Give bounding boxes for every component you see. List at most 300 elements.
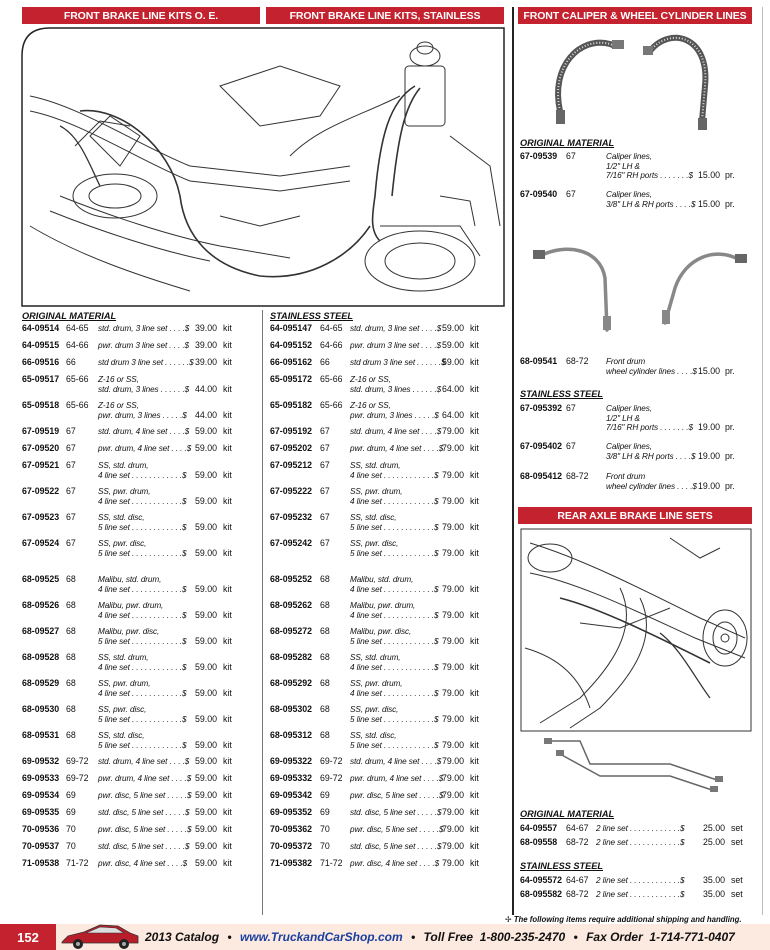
col2-heading: STAINLESS STEEL xyxy=(270,311,354,321)
description-line-2: 4 line set . . . . . . . . . . . .$ xyxy=(98,662,187,672)
description xyxy=(350,444,444,454)
part-number: 68-095312 xyxy=(270,730,313,740)
unit: kit xyxy=(223,323,232,333)
description-line-1: Malibu, std. drum, xyxy=(98,575,162,584)
description-line-2: 5 line set . . . . . . . . . . . .$ xyxy=(350,740,439,750)
price: 59.00 xyxy=(441,357,464,367)
description xyxy=(350,575,440,594)
description-line-2: 4 line set . . . . . . . . . . . .$ xyxy=(350,496,439,506)
price: 79.00 xyxy=(441,495,464,506)
unit: kit xyxy=(470,323,479,333)
price: 44.00 xyxy=(194,383,217,394)
description xyxy=(606,152,696,181)
description-line-2: 4 line set . . . . . . . . . . . .$ xyxy=(350,584,439,594)
description xyxy=(98,487,193,506)
unit: kit xyxy=(223,635,232,646)
unit: kit xyxy=(223,773,232,783)
year-range: 70 xyxy=(66,841,76,851)
unit: kit xyxy=(223,547,232,558)
car-icon xyxy=(60,922,140,950)
description-line-2: 5 line set . . . . . . . . . . . .$ xyxy=(98,714,187,724)
year-range: 66 xyxy=(320,357,330,367)
description-line-1: pwr. disc, 5 line set . . . . .$ xyxy=(350,791,444,800)
description-line-2: 5 line set . . . . . . . . . . . .$ xyxy=(350,522,439,532)
description: 2 line set . . . . . . . . . . . .$ xyxy=(596,838,685,847)
part-number: 69-095332 xyxy=(270,773,313,783)
table-row xyxy=(22,627,237,646)
year-range: 67 xyxy=(320,443,330,453)
description-line-1: Front drum xyxy=(606,472,646,481)
year-range: 66 xyxy=(66,357,76,367)
part-number: 70-095372 xyxy=(270,841,313,851)
description xyxy=(98,358,193,368)
part-number: 67-095212 xyxy=(270,460,313,470)
page-number: 152 xyxy=(17,929,39,945)
description xyxy=(98,791,193,801)
description-line-2: 5 line set . . . . . . . . . . . .$ xyxy=(350,636,439,646)
description-line-1: std. disc, 5 line set . . . . .$ xyxy=(350,842,442,851)
description-line-1: SS, std. disc, xyxy=(350,731,397,740)
unit: kit xyxy=(223,713,232,724)
description-line-1: pwr. disc, 4 line set . . . .$ xyxy=(350,859,440,868)
price: 59.00 xyxy=(194,739,217,750)
part-number: 65-095182 xyxy=(270,400,313,410)
footer-fax: Fax Order 1-714-771-0407 xyxy=(586,930,735,944)
part-number: 68-09531 xyxy=(22,730,60,740)
part-number: 67-095222 xyxy=(270,486,313,496)
description-line-2: wheel cylinder lines . . . .$ xyxy=(606,366,697,376)
description-line-1: Z-16 or SS, xyxy=(350,401,391,410)
price: 59.00 xyxy=(194,687,217,698)
description-line-1: pwr. drum, 4 line set . . . .$ xyxy=(98,444,192,453)
description xyxy=(98,575,193,594)
price: 59.00 xyxy=(194,824,217,834)
description-line-2: 4 line set . . . . . . . . . . . .$ xyxy=(98,584,187,594)
footer-website-link[interactable]: www.TruckandCarShop.com xyxy=(239,930,403,944)
description-line-1: std. drum, 4 line set . . . .$ xyxy=(98,427,190,436)
year-range: 67 xyxy=(66,460,76,470)
part-number: 68-09541 xyxy=(520,356,558,366)
description xyxy=(350,791,444,801)
table-row xyxy=(270,487,484,506)
description xyxy=(98,444,193,454)
year-range: 68-72 xyxy=(566,356,589,366)
unit: pr. xyxy=(725,450,735,461)
description xyxy=(98,627,193,646)
footer-catalog: 2013 Catalog xyxy=(145,930,220,944)
unit: kit xyxy=(470,409,479,420)
description-line-1: std. drum, 3 line set . . . .$ xyxy=(98,324,190,333)
table-row xyxy=(270,461,484,480)
banner-caliper-lines: FRONT CALIPER & WHEEL CYLINDER LINES xyxy=(518,7,752,24)
year-range: 65-66 xyxy=(66,374,89,384)
description-line-1: std. disc, 5 line set . . . . .$ xyxy=(98,842,190,851)
description-line-1: std drum 3 line set . . . . . .$ xyxy=(98,358,194,367)
table-row xyxy=(270,774,484,784)
table-row xyxy=(270,705,484,724)
description xyxy=(606,357,696,376)
rear-ss-heading: STAINLESS STEEL xyxy=(520,861,604,871)
column-divider xyxy=(512,7,514,915)
footer-bullet-2: • xyxy=(410,930,416,944)
table-row xyxy=(22,757,237,767)
price: 79.00 xyxy=(441,635,464,646)
unit: kit xyxy=(470,357,479,367)
description-line-1: SS, pwr. drum, xyxy=(350,487,403,496)
banner-front-stainless: FRONT BRAKE LINE KITS, STAINLESS xyxy=(266,7,504,24)
description xyxy=(98,653,193,672)
unit: kit xyxy=(470,426,479,436)
price: 64.00 xyxy=(441,383,464,394)
price: 59.00 xyxy=(194,713,217,724)
unit: kit xyxy=(470,773,479,783)
wheel-cylinder-lines-drawing xyxy=(525,238,755,336)
price: 59.00 xyxy=(194,790,217,800)
description-line-1: Malibu, pwr. disc, xyxy=(98,627,160,636)
footer-contact xyxy=(145,930,735,944)
year-range: 69-72 xyxy=(320,773,343,783)
price: 79.00 xyxy=(441,713,464,724)
banner-front-oe: FRONT BRAKE LINE KITS O. E. xyxy=(22,7,260,24)
description xyxy=(350,539,440,558)
price: 59.00 xyxy=(194,583,217,594)
year-range: 68 xyxy=(66,626,76,636)
part-number: 70-09536 xyxy=(22,824,60,834)
page-number-tab xyxy=(0,924,56,950)
price: 19.00 xyxy=(697,422,720,432)
part-number: 64-09557 xyxy=(520,823,558,833)
part-number: 68-095282 xyxy=(270,652,313,662)
description-line-1: std. disc, 5 line set . . . . .$ xyxy=(350,808,442,817)
description xyxy=(350,461,440,480)
table-row xyxy=(22,825,237,835)
description-line-2: pwr. drum, 3 lines . . . . .$ xyxy=(98,410,187,420)
table-row xyxy=(520,890,749,900)
caliper-orig-heading: ORIGINAL MATERIAL xyxy=(520,138,615,148)
year-range: 69-72 xyxy=(320,756,343,766)
table-row xyxy=(22,375,237,394)
year-range: 64-66 xyxy=(320,340,343,350)
part-number: 64-095147 xyxy=(270,323,313,333)
price: 79.00 xyxy=(441,469,464,480)
part-number: 64-09514 xyxy=(22,323,60,333)
description-line-2: 4 line set . . . . . . . . . . . .$ xyxy=(350,610,439,620)
table-row xyxy=(270,757,484,767)
unit: kit xyxy=(223,583,232,594)
description xyxy=(98,601,193,620)
description-line-1: SS, pwr. drum, xyxy=(350,679,403,688)
table-row xyxy=(22,324,237,334)
part-number: 68-09525 xyxy=(22,574,60,584)
year-range: 67 xyxy=(566,403,576,413)
description-line-1: SS, std. drum, xyxy=(98,461,149,470)
description xyxy=(350,341,440,351)
unit: kit xyxy=(223,807,232,817)
part-number: 67-09519 xyxy=(22,426,60,436)
description-line-1: Caliper lines, xyxy=(606,404,652,413)
table-row xyxy=(520,190,742,209)
unit: kit xyxy=(470,443,479,453)
price: 59.00 xyxy=(441,323,464,333)
description-line-1: Z-16 or SS, xyxy=(350,375,391,384)
unit: kit xyxy=(470,583,479,594)
description-line-1: pwr. drum 3 line set . . . .$ xyxy=(350,341,441,350)
description xyxy=(350,358,446,368)
footer-bullet-3: • xyxy=(573,930,578,944)
description xyxy=(98,731,193,750)
unit: kit xyxy=(470,841,479,851)
price: 15.00 xyxy=(697,170,720,180)
part-number: 67-095202 xyxy=(270,443,313,453)
unit: kit xyxy=(223,340,232,350)
price: 79.00 xyxy=(441,609,464,620)
rear-brake-lines-drawing xyxy=(540,736,730,796)
caliper-lines-drawing xyxy=(530,26,750,134)
description-line-2: std. drum, 3 lines . . . . . .$ xyxy=(98,384,190,394)
description-line-1: std. drum, 3 line set . . . .$ xyxy=(350,324,442,333)
table-row xyxy=(270,375,484,394)
unit: kit xyxy=(470,635,479,646)
table-row xyxy=(270,401,484,420)
description-line-1: Caliper lines, xyxy=(606,152,652,161)
description-line-3: 7/16" RH ports . . . . . . .$ xyxy=(606,423,693,432)
wheel-cylinder-lines-illustration xyxy=(525,238,755,336)
price: 79.00 xyxy=(441,661,464,672)
front-brake-illustration xyxy=(20,26,506,308)
price: 19.00 xyxy=(697,480,720,491)
description xyxy=(606,472,696,491)
part-number: 67-09540 xyxy=(520,189,558,199)
description-line-2: 4 line set . . . . . . . . . . . .$ xyxy=(350,662,439,672)
description xyxy=(98,539,193,558)
description-line-1: pwr. disc, 4 line set . . . .$ xyxy=(98,859,188,868)
unit: kit xyxy=(223,841,232,851)
unit: kit xyxy=(223,521,232,532)
price: 39.00 xyxy=(194,357,217,367)
year-range: 64-67 xyxy=(566,875,589,885)
year-range: 68-72 xyxy=(566,889,589,899)
table-row xyxy=(270,731,484,750)
year-range: 67 xyxy=(66,538,76,548)
description-line-1: SS, pwr. disc, xyxy=(350,539,399,548)
description xyxy=(606,190,696,209)
part-number: 65-09517 xyxy=(22,374,60,384)
unit: pr. xyxy=(725,422,735,432)
description-line-1: SS, std. disc, xyxy=(98,513,145,522)
unit: kit xyxy=(223,469,232,480)
table-row xyxy=(22,427,237,437)
description-line-2: 3/8" LH & RH ports . . . .$ xyxy=(606,451,696,461)
unit: kit xyxy=(470,383,479,394)
description-line-1: pwr. disc, 5 line set . . . . .$ xyxy=(350,825,444,834)
description xyxy=(98,774,193,784)
unit: kit xyxy=(470,661,479,672)
description xyxy=(98,513,193,532)
year-range: 68 xyxy=(320,600,330,610)
front-brake-line-drawing xyxy=(20,26,506,308)
part-number: 66-095162 xyxy=(270,357,313,367)
table-row xyxy=(270,358,484,368)
table-row xyxy=(22,341,237,351)
description xyxy=(350,627,440,646)
price: 25.00 xyxy=(702,837,725,847)
part-number: 65-095172 xyxy=(270,374,313,384)
part-number: 67-09539 xyxy=(520,151,558,161)
table-row xyxy=(270,679,484,698)
table-row xyxy=(22,575,237,594)
price: 35.00 xyxy=(702,875,725,885)
part-number: 68-095272 xyxy=(270,626,313,636)
unit: kit xyxy=(223,858,232,868)
table-row xyxy=(22,808,237,818)
price: 79.00 xyxy=(441,858,464,868)
unit: kit xyxy=(470,790,479,800)
table-row xyxy=(22,487,237,506)
description xyxy=(98,401,193,420)
year-range: 70 xyxy=(320,841,330,851)
description-line-1: Malibu, pwr. drum, xyxy=(98,601,164,610)
year-range: 68-72 xyxy=(566,471,589,481)
description-line-2: 5 line set . . . . . . . . . . . .$ xyxy=(98,548,187,558)
price: 79.00 xyxy=(441,824,464,834)
price: 79.00 xyxy=(441,547,464,558)
description xyxy=(350,679,440,698)
part-number: 67-095242 xyxy=(270,538,313,548)
price: 59.00 xyxy=(194,426,217,436)
price: 59.00 xyxy=(194,495,217,506)
unit: kit xyxy=(223,790,232,800)
part-number: 69-09534 xyxy=(22,790,60,800)
table-row xyxy=(270,444,484,454)
table-row xyxy=(270,825,484,835)
description xyxy=(98,427,193,437)
year-range: 67 xyxy=(566,189,576,199)
table-row xyxy=(22,358,237,368)
rear-orig-heading: ORIGINAL MATERIAL xyxy=(520,809,615,819)
unit: set xyxy=(731,823,743,833)
table-row xyxy=(270,808,484,818)
description-line-2: 5 line set . . . . . . . . . . . .$ xyxy=(98,636,187,646)
description-line-1: Malibu, pwr. disc, xyxy=(350,627,412,636)
description-line-1: pwr. drum 3 line set . . . .$ xyxy=(98,341,189,350)
description-line-1: Caliper lines, xyxy=(606,190,652,199)
price: 59.00 xyxy=(194,773,217,783)
part-number: 68-09526 xyxy=(22,600,60,610)
price: 44.00 xyxy=(194,409,217,420)
price: 59.00 xyxy=(194,443,217,453)
rear-brake-lines-illustration xyxy=(540,736,730,796)
description xyxy=(98,757,193,767)
year-range: 65-66 xyxy=(66,400,89,410)
year-range: 68-72 xyxy=(566,837,589,847)
price: 79.00 xyxy=(441,426,464,436)
price: 59.00 xyxy=(441,340,464,350)
description-line-2: 1/2" LH & xyxy=(606,413,640,423)
year-range: 68 xyxy=(66,678,76,688)
description xyxy=(98,375,193,394)
year-range: 67 xyxy=(566,441,576,451)
year-range: 67 xyxy=(320,486,330,496)
price: 79.00 xyxy=(441,790,464,800)
description-line-1: SS, pwr. disc, xyxy=(350,705,399,714)
description-line-1: SS, pwr. drum, xyxy=(98,487,151,496)
year-range: 68 xyxy=(320,678,330,688)
year-range: 69-72 xyxy=(66,756,89,766)
table-row xyxy=(22,601,237,620)
description-line-1: SS, std. drum, xyxy=(350,653,401,662)
col1-heading: ORIGINAL MATERIAL xyxy=(22,311,117,321)
description-line-2: 4 line set . . . . . . . . . . . .$ xyxy=(350,688,439,698)
table-row xyxy=(22,444,237,454)
column-divider-small xyxy=(262,310,263,915)
year-range: 68 xyxy=(320,704,330,714)
year-range: 68 xyxy=(66,652,76,662)
price: 59.00 xyxy=(194,635,217,646)
price: 79.00 xyxy=(441,687,464,698)
description xyxy=(98,825,193,835)
table-row xyxy=(270,513,484,532)
unit: kit xyxy=(470,547,479,558)
price: 19.00 xyxy=(697,450,720,461)
part-number: 65-09518 xyxy=(22,400,60,410)
part-number: 67-09523 xyxy=(22,512,60,522)
price: 39.00 xyxy=(194,340,217,350)
table-row xyxy=(270,653,484,672)
price: 59.00 xyxy=(194,807,217,817)
unit: kit xyxy=(223,409,232,420)
description xyxy=(98,461,193,480)
part-number: 71-095382 xyxy=(270,858,313,868)
price: 15.00 xyxy=(697,365,720,376)
part-number: 69-095322 xyxy=(270,756,313,766)
description xyxy=(98,842,193,852)
description-line-1: Front drum xyxy=(606,357,646,366)
part-number: 71-09538 xyxy=(22,858,60,868)
part-number: 69-095352 xyxy=(270,807,313,817)
description-line-2: 4 line set . . . . . . . . . . . .$ xyxy=(98,470,187,480)
description-line-2: 5 line set . . . . . . . . . . . .$ xyxy=(350,548,439,558)
unit: kit xyxy=(223,495,232,506)
year-range: 68 xyxy=(320,652,330,662)
unit: kit xyxy=(470,340,479,350)
table-row xyxy=(22,791,237,801)
year-range: 69 xyxy=(66,807,76,817)
year-range: 71-72 xyxy=(66,858,89,868)
unit: kit xyxy=(470,713,479,724)
description-line-2: 5 line set . . . . . . . . . . . .$ xyxy=(98,522,187,532)
description-line-1: Malibu, pwr. drum, xyxy=(350,601,416,610)
part-number: 68-09530 xyxy=(22,704,60,714)
border-line xyxy=(762,7,763,915)
unit: kit xyxy=(470,807,479,817)
table-row xyxy=(270,341,484,351)
part-number: 69-095342 xyxy=(270,790,313,800)
year-range: 67 xyxy=(320,460,330,470)
description-line-1: pwr. disc, 5 line set . . . . .$ xyxy=(98,825,192,834)
description-line-1: Malibu, std. drum, xyxy=(350,575,414,584)
price: 79.00 xyxy=(441,521,464,532)
part-number: 67-095192 xyxy=(270,426,313,436)
description xyxy=(350,825,444,835)
unit: kit xyxy=(223,426,232,436)
footer-bullet-1: • xyxy=(227,930,232,944)
part-number: 67-095392 xyxy=(520,403,563,413)
description-line-1: SS, std. drum, xyxy=(98,653,149,662)
price: 59.00 xyxy=(194,858,217,868)
part-number: 68-095292 xyxy=(270,678,313,688)
description xyxy=(98,341,193,351)
table-row xyxy=(270,575,484,594)
